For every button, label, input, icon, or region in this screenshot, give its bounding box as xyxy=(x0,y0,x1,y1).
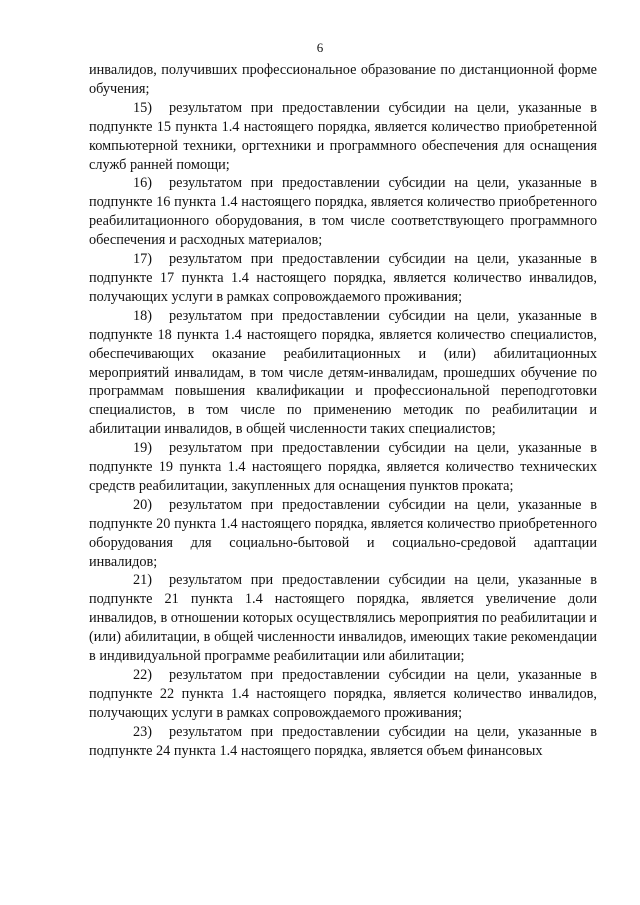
page-number: 6 xyxy=(316,40,324,55)
list-item-22 xyxy=(89,666,597,723)
paragraph-text: результатом при предоставлении субсидии на цели, указанные в подпункте 20 пункта 1.4 настоящего порядка, является количество приобретенного оборудования для социально-бытовой и социально-средовой адаптации инвалидов; xyxy=(89,496,597,570)
paragraph-text: результатом при предоставлении субсидии на цели, указанные в подпункте 18 пункта 1.4 настоящего порядка, является количество специалистов, обеспечивающих оказание реабилитационных и (или) абилитационных мероприятий инвалидам, в том числе детям-инвалидам, прошедших обучение по программам повышения квалификации и профессиональной переподготовки специалистов, в том числе по применению методик по реабилитации и абилитации инвалидов, в общей численности таких специалистов; xyxy=(89,307,597,438)
list-item-23 xyxy=(89,723,597,761)
list-item-21 xyxy=(89,571,597,666)
paragraph-text: результатом при предоставлении субсидии на цели, указанные в подпункте 24 пункта 1.4 настоящего порядка, является объем финансовых xyxy=(89,723,597,759)
item-number: 21) xyxy=(133,572,153,589)
paragraph-text: инвалидов, получивших профессиональное образование по дистанционной форме обучения; xyxy=(89,62,597,97)
list-item-15 xyxy=(89,99,597,175)
list-item-20 xyxy=(89,496,597,572)
list-item-16 xyxy=(89,174,597,250)
item-number: 22) xyxy=(133,667,153,683)
paragraph-text: результатом при предоставлении субсидии на цели, указанные в подпункте 21 пункта 1.4 настоящего порядка, является увеличение доли инвалидов, в отношении которых осуществлялись мероприятия по реабилитации и (или) абилитации, в общей численности инвалидов, имеющих такие рекомендации в индивидуальной программе реабилитации или абилитации; xyxy=(89,572,597,665)
paragraph-text: результатом при предоставлении субсидии на цели, указанные в подпункте 22 пункта 1.4 настоящего порядка, является количество инвалидов, получающих услуги в рамках сопровождаемого проживания; xyxy=(89,667,597,721)
list-item-17 xyxy=(89,250,597,307)
item-number: 18) xyxy=(133,307,153,324)
item-number: 16) xyxy=(133,175,153,192)
paragraph-text: результатом при предоставлении субсидии на цели, указанные в подпункте 19 пункта 1.4 настоящего порядка, является количество технических средств реабилитации, закупленных для оснащения пунктов проката; xyxy=(89,440,597,494)
paragraph-text: результатом при предоставлении субсидии на цели, указанные в подпункте 15 пункта 1.4 настоящего порядка, является количество приобретенной компьютерной техники, оргтехники и программного обеспечения для оснащения служб ранней помощи; xyxy=(89,99,597,173)
item-number: 15) xyxy=(133,99,153,116)
paragraph-text: результатом при предоставлении субсидии на цели, указанные в подпункте 16 пункта 1.4 настоящего порядка, является количество приобретенного реабилитационного оборудования, в том числе соответствующего программного обеспечения и расходных материалов; xyxy=(89,175,597,249)
document-body xyxy=(89,61,597,761)
item-number: 17) xyxy=(133,251,153,268)
item-number: 19) xyxy=(133,440,153,457)
item-number: 20) xyxy=(133,496,153,513)
paragraph-continuation xyxy=(89,61,597,99)
item-number: 23) xyxy=(133,723,153,740)
paragraph-text: результатом при предоставлении субсидии на цели, указанные в подпункте 17 пункта 1.4 настоящего порядка, является количество инвалидов, получающих услуги в рамках сопровождаемого проживания; xyxy=(89,251,597,305)
list-item-18 xyxy=(89,307,597,439)
list-item-19 xyxy=(89,439,597,496)
